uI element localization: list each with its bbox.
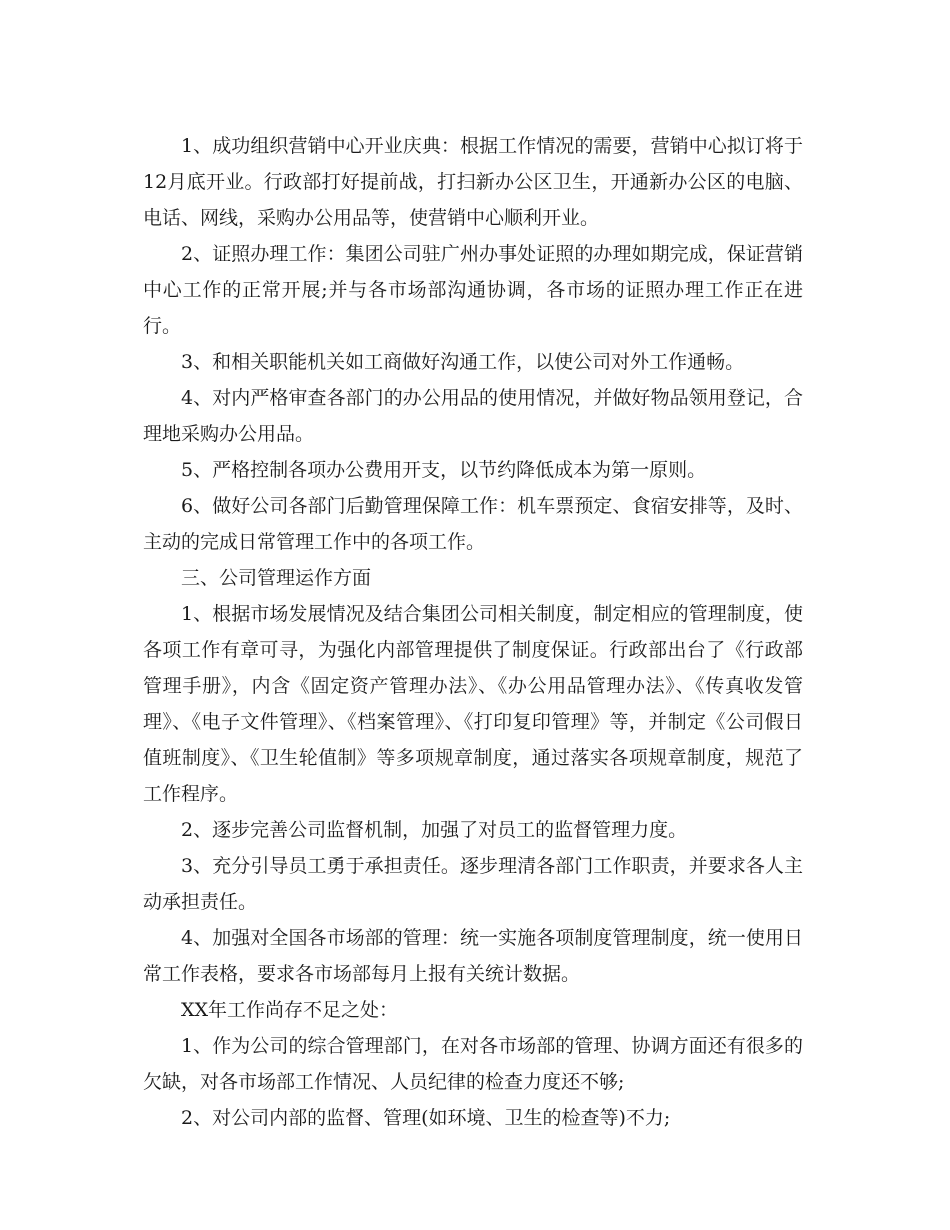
paragraph-1: 1、成功组织营销中心开业庆典：根据工作情况的需要，营销中心拟订将于12月底开业。行政部打好提前战，打扫新办公区卫生，开通新办公区的电脑、电话、网线，采购办公用品等，使营销中心顺利开业。 [143,135,803,229]
section-heading: 三、公司管理运作方面 [181,567,372,589]
paragraph-4: 4、对内严格审查各部门的办公用品的使用情况，并做好物品领用登记，合理地采购办公用品。 [143,387,803,445]
paragraph-7: 1、根据市场发展情况及结合集团公司相关制度，制定相应的管理制度，使各项工作有章可寻，为强化内部管理提供了制度保证。行政部出台了《行政部管理手册》，内含《固定资产管理办法》、《办公用品管理办法》、《传真收发管理》、《电子文件管理》、《档案管理》、《打印复印管理》等，并制定《公司假日值班制度》、《卫生轮值制》等多项规章制度，通过落实各项规章制度，规范了工作程序。 [143,603,803,805]
paragraph-6: 6、做好公司各部门后勤管理保障工作：机车票预定、食宿安排等，及时、主动的完成日常管理工作中的各项工作。 [143,495,803,553]
paragraph-3: 3、和相关职能机关如工商做好沟通工作，以使公司对外工作通畅。 [181,351,745,373]
paragraph-10: 4、加强对全国各市场部的管理：统一实施各项制度管理制度，统一使用日常工作表格，要求各市场部每月上报有关统计数据。 [143,927,803,985]
paragraph-9: 3、充分引导员工勇于承担责任。逐步理清各部门工作职责，并要求各人主动承担责任。 [143,855,803,913]
paragraph-12: 2、对公司内部的监督、管理(如环境、卫生的检查等)不力; [181,1107,671,1129]
paragraph-8: 2、逐步完善公司监督机制，加强了对员工的监督管理力度。 [181,819,688,841]
shortcomings-heading: XX年工作尚存不足之处： [181,999,399,1021]
paragraph-5: 5、严格控制各项办公费用开支，以节约降低成本为第一原则。 [181,459,707,481]
document-body [143,128,803,1136]
paragraph-11: 1、作为公司的综合管理部门，在对各市场部的管理、协调方面还有很多的欠缺，对各市场部工作情况、人员纪律的检查力度还不够; [143,1035,803,1093]
paragraph-2: 2、证照办理工作：集团公司驻广州办事处证照的办理如期完成，保证营销中心工作的正常开展;并与各市场部沟通协调，各市场的证照办理工作正在进行。 [143,243,803,337]
